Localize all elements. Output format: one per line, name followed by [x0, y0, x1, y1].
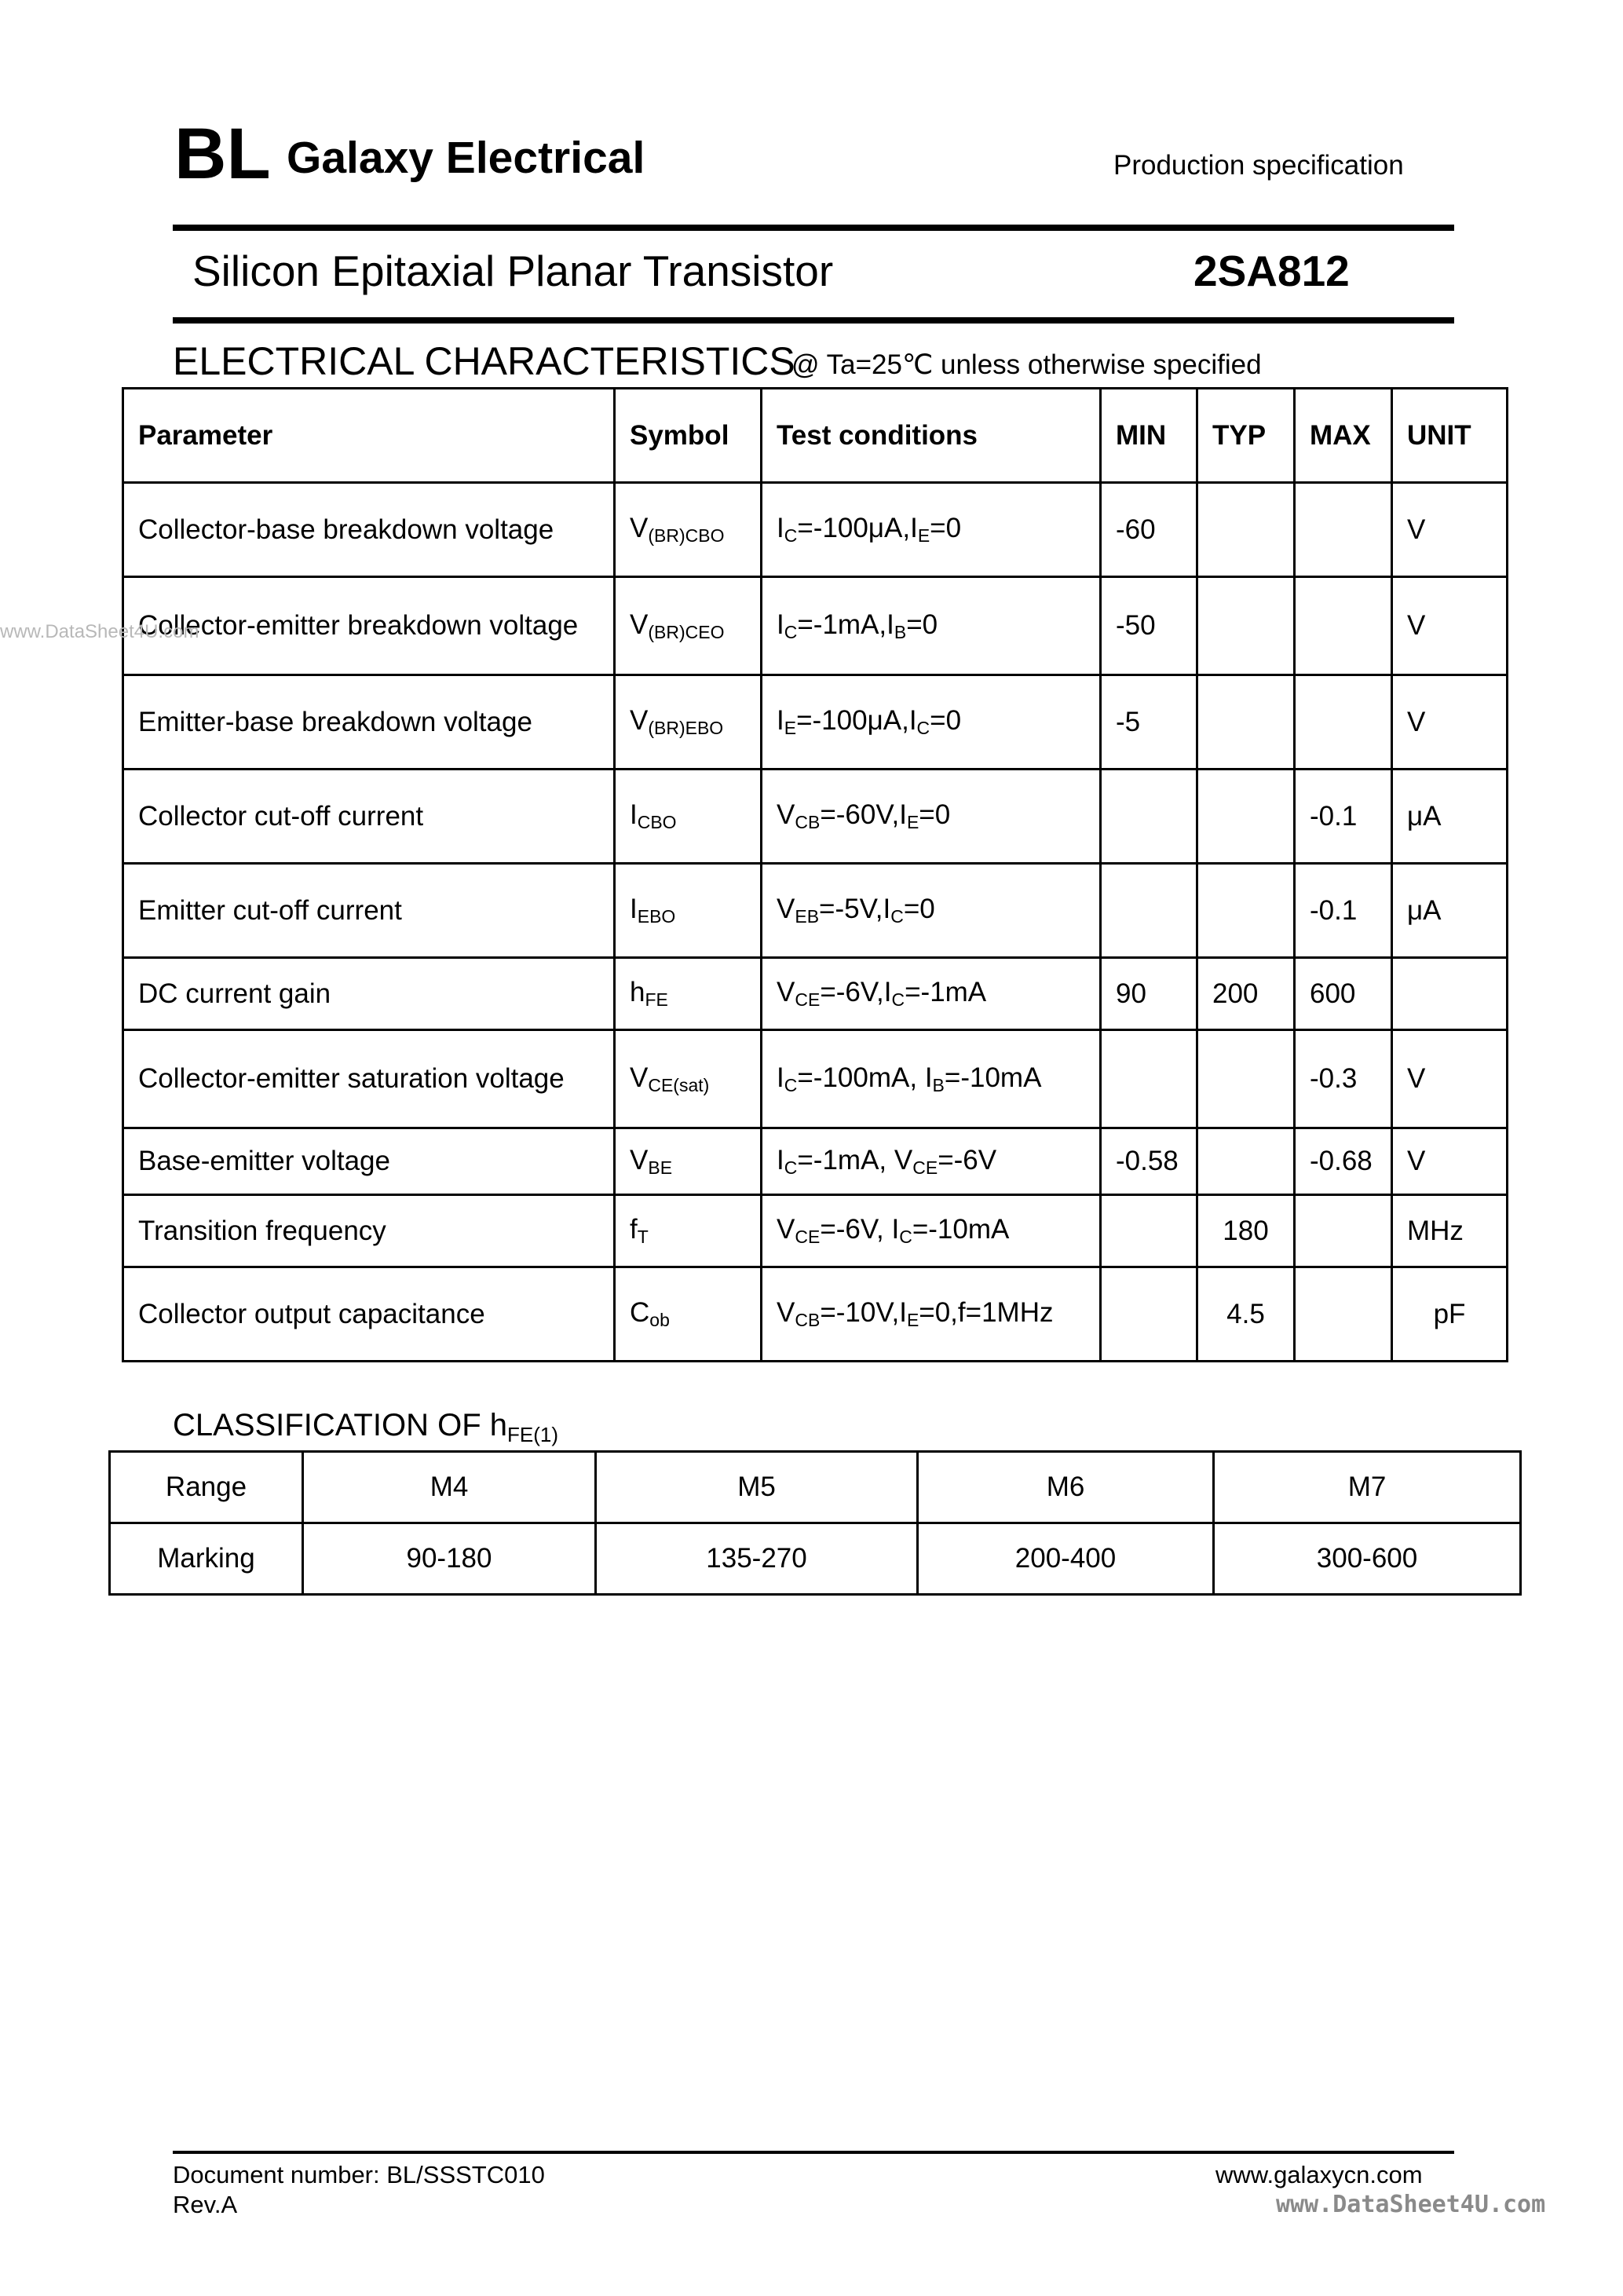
marking-cell: 200-400: [918, 1523, 1214, 1595]
typ-cell: 4.5: [1197, 1267, 1295, 1362]
max-cell: [1295, 577, 1392, 675]
parameter-cell: Collector-base breakdown voltage: [123, 483, 615, 577]
parameter-cell: Emitter cut-off current: [123, 864, 615, 958]
condition-var: I: [883, 977, 892, 1007]
marking-cell: 300-600: [1214, 1523, 1521, 1595]
header-rule-bottom: [173, 317, 1454, 324]
min-cell: -60: [1101, 483, 1197, 577]
range-label: Range: [110, 1452, 303, 1523]
symbol-main: f: [630, 1214, 638, 1245]
ec-section-title: ELECTRICAL CHARACTERISTICS: [173, 339, 795, 383]
condition-subscript: C: [784, 621, 798, 642]
condition-var: V: [777, 1214, 795, 1245]
range-row: [110, 1452, 1521, 1523]
classification-table: [108, 1450, 1522, 1596]
typ-cell: [1197, 1128, 1295, 1195]
symbol-subscript: CE(sat): [648, 1074, 710, 1095]
parameter-cell: Collector-emitter breakdown voltage: [123, 577, 615, 675]
symbol-subscript: T: [637, 1227, 649, 1247]
parameter-cell: Emitter-base breakdown voltage: [123, 675, 615, 770]
symbol-cell: [615, 1128, 762, 1195]
condition-subscript: CB: [795, 812, 821, 832]
condition-var: I: [891, 1214, 900, 1245]
symbol-main: I: [630, 799, 638, 830]
typ-cell: [1197, 1030, 1295, 1128]
condition-var: I: [777, 513, 784, 543]
symbol-cell: [615, 483, 762, 577]
condition-value: =-1mA: [905, 977, 987, 1007]
column-header: Test conditions: [762, 389, 1101, 483]
max-cell: 600: [1295, 958, 1392, 1030]
brand-logo-bl: BL: [174, 114, 271, 194]
condition-value: =0: [930, 513, 962, 543]
condition-subscript: C: [891, 989, 905, 1010]
symbol-main: I: [630, 894, 638, 924]
condition-value: =0: [906, 609, 938, 640]
symbol-subscript: EBO: [637, 906, 676, 927]
max-cell: [1295, 483, 1392, 577]
condition-value: =-10mA: [944, 1062, 1042, 1093]
typ-cell: [1197, 864, 1295, 958]
symbol-main: V: [630, 1144, 649, 1175]
column-header: Parameter: [123, 389, 615, 483]
max-cell: [1295, 1267, 1392, 1362]
condition-value: =-100mA,: [797, 1062, 925, 1093]
unit-cell: pF: [1392, 1267, 1508, 1362]
table-row: [123, 1267, 1508, 1362]
symbol-cell: [615, 1030, 762, 1128]
min-cell: -50: [1101, 577, 1197, 675]
condition-value: =-1mA,: [797, 609, 887, 640]
typ-cell: 200: [1197, 958, 1295, 1030]
typ-cell: [1197, 675, 1295, 770]
condition-value: =-10V,: [820, 1297, 900, 1328]
table-row: [123, 1195, 1508, 1267]
column-header: MIN: [1101, 389, 1197, 483]
condition-var: V: [777, 894, 795, 924]
condition-var: V: [777, 1297, 795, 1328]
condition-var: V: [894, 1144, 913, 1175]
typ-cell: [1197, 770, 1295, 864]
condition-var: I: [777, 609, 784, 640]
range-cell: M7: [1214, 1452, 1521, 1523]
condition-subscript: E: [917, 525, 930, 546]
symbol-cell: [615, 675, 762, 770]
condition-value: =-1mA,: [797, 1144, 894, 1175]
symbol-main: V: [630, 513, 649, 543]
condition-value: =-100μA,: [796, 705, 909, 736]
min-cell: [1101, 770, 1197, 864]
symbol-main: V: [630, 705, 649, 736]
parameter-cell: Collector output capacitance: [123, 1267, 615, 1362]
condition-value: =-6V: [938, 1144, 997, 1175]
condition-subscript: C: [784, 1074, 798, 1095]
condition-var: V: [777, 799, 795, 830]
unit-cell: μA: [1392, 770, 1508, 864]
condition-var: I: [777, 1144, 784, 1175]
condition-subscript: C: [890, 906, 904, 927]
column-header: UNIT: [1392, 389, 1508, 483]
marking-row: [110, 1523, 1521, 1595]
condition-cell: [762, 1195, 1101, 1267]
symbol-main: V: [630, 609, 649, 640]
condition-cell: [762, 1267, 1101, 1362]
condition-subscript: C: [916, 718, 930, 738]
footer-rule: [173, 2151, 1454, 2154]
electrical-characteristics-table: [122, 387, 1508, 1362]
condition-value: =-6V,: [820, 1214, 892, 1245]
table-row: [123, 483, 1508, 577]
condition-cell: [762, 675, 1101, 770]
condition-subscript: CB: [795, 1310, 821, 1330]
classification-title: [173, 1409, 558, 1445]
unit-cell: V: [1392, 1030, 1508, 1128]
parameter-cell: DC current gain: [123, 958, 615, 1030]
condition-value: =-60V,: [820, 799, 900, 830]
condition-cell: [762, 1128, 1101, 1195]
parameter-cell: Collector-emitter saturation voltage: [123, 1030, 615, 1128]
symbol-cell: [615, 577, 762, 675]
table-row: [123, 1128, 1508, 1195]
min-cell: [1101, 1030, 1197, 1128]
document-number: Document number: BL/SSSTC010: [173, 2161, 545, 2188]
column-header: Symbol: [615, 389, 762, 483]
unit-cell: V: [1392, 675, 1508, 770]
table-row: [123, 577, 1508, 675]
condition-cell: [762, 864, 1101, 958]
symbol-cell: [615, 958, 762, 1030]
typ-cell: 180: [1197, 1195, 1295, 1267]
symbol-subscript: CBO: [637, 812, 677, 832]
parameter-cell: Base-emitter voltage: [123, 1128, 615, 1195]
marking-cell: 90-180: [303, 1523, 596, 1595]
symbol-main: h: [630, 977, 645, 1007]
watermark-left: www.DataSheet4U.com: [0, 621, 199, 642]
condition-value: =-6V,: [820, 977, 884, 1007]
condition-subscript: E: [784, 718, 797, 738]
condition-var: I: [924, 1062, 933, 1093]
unit-cell: V: [1392, 577, 1508, 675]
condition-subscript: EB: [795, 906, 820, 927]
condition-var: I: [899, 1297, 907, 1328]
min-cell: [1101, 1195, 1197, 1267]
table-row: [123, 770, 1508, 864]
condition-subscript: C: [784, 525, 798, 546]
condition-cell: [762, 958, 1101, 1030]
condition-subscript: E: [906, 812, 919, 832]
condition-var: I: [777, 1062, 784, 1093]
unit-cell: μA: [1392, 864, 1508, 958]
header-rule-top: [173, 225, 1454, 231]
condition-subscript: C: [899, 1227, 912, 1247]
unit-cell: [1392, 958, 1508, 1030]
condition-cell: [762, 1030, 1101, 1128]
condition-var: I: [883, 894, 891, 924]
condition-var: I: [899, 799, 907, 830]
brand-name: Galaxy Electrical: [287, 133, 645, 183]
marking-label: Marking: [110, 1523, 303, 1595]
condition-subscript: CE: [912, 1157, 938, 1178]
table-header-row: [123, 389, 1508, 483]
range-cell: M5: [596, 1452, 918, 1523]
condition-cell: [762, 770, 1101, 864]
max-cell: -0.1: [1295, 770, 1392, 864]
symbol-cell: [615, 864, 762, 958]
website-link[interactable]: www.galaxycn.com: [1215, 2161, 1423, 2188]
condition-value: =-10mA: [912, 1214, 1010, 1245]
range-cell: M6: [918, 1452, 1214, 1523]
parameter-cell: Transition frequency: [123, 1195, 615, 1267]
condition-subscript: B: [894, 621, 907, 642]
table-row: [123, 864, 1508, 958]
symbol-cell: [615, 1267, 762, 1362]
condition-cell: [762, 577, 1101, 675]
symbol-subscript: ob: [649, 1310, 670, 1330]
symbol-subscript: FE: [645, 989, 668, 1010]
symbol-subscript: (BR)EBO: [648, 718, 724, 738]
table-row: [123, 958, 1508, 1030]
parameter-cell: Collector cut-off current: [123, 770, 615, 864]
condition-value: =0,f=1MHz: [919, 1297, 1054, 1328]
condition-subscript: CE: [795, 1227, 821, 1247]
typ-cell: [1197, 483, 1295, 577]
watermark-bottom-right: www.DataSheet4U.com: [1276, 2191, 1546, 2218]
max-cell: [1295, 1195, 1392, 1267]
symbol-subscript: (BR)CBO: [648, 525, 725, 546]
condition-cell: [762, 483, 1101, 577]
marking-cell: 135-270: [596, 1523, 918, 1595]
condition-value: =-100μA,: [797, 513, 911, 543]
symbol-cell: [615, 1195, 762, 1267]
max-cell: -0.1: [1295, 864, 1392, 958]
typ-cell: [1197, 577, 1295, 675]
max-cell: -0.3: [1295, 1030, 1392, 1128]
unit-cell: V: [1392, 1128, 1508, 1195]
condition-subscript: E: [906, 1310, 919, 1330]
symbol-cell: [615, 770, 762, 864]
table-row: [123, 675, 1508, 770]
condition-var: I: [886, 609, 894, 640]
classification-title-sub: FE(1): [507, 1423, 558, 1446]
ec-section-subtitle: @ Ta=25℃ unless otherwise specified: [791, 349, 1262, 380]
condition-var: I: [777, 705, 784, 736]
symbol-main: V: [630, 1062, 649, 1093]
condition-value: =0: [919, 799, 951, 830]
condition-subscript: C: [784, 1157, 798, 1178]
symbol-main: C: [630, 1297, 650, 1328]
symbol-subscript: BE: [648, 1157, 673, 1178]
condition-var: I: [910, 513, 918, 543]
condition-var: V: [777, 977, 795, 1007]
revision: Rev.A: [173, 2191, 238, 2218]
spec-type-label: Production specification: [1113, 150, 1404, 181]
max-cell: -0.68: [1295, 1128, 1392, 1195]
condition-value: =-5V,: [819, 894, 883, 924]
condition-value: =0: [930, 705, 962, 736]
condition-subscript: B: [932, 1074, 945, 1095]
condition-subscript: CE: [795, 989, 821, 1010]
range-cell: M4: [303, 1452, 596, 1523]
condition-value: =0: [903, 894, 935, 924]
min-cell: [1101, 1267, 1197, 1362]
symbol-subscript: (BR)CEO: [648, 621, 725, 642]
max-cell: [1295, 675, 1392, 770]
document-title: Silicon Epitaxial Planar Transistor: [192, 247, 834, 295]
column-header: TYP: [1197, 389, 1295, 483]
unit-cell: MHz: [1392, 1195, 1508, 1267]
unit-cell: V: [1392, 483, 1508, 577]
min-cell: -5: [1101, 675, 1197, 770]
min-cell: -0.58: [1101, 1128, 1197, 1195]
table-row: [123, 1030, 1508, 1128]
column-header: MAX: [1295, 389, 1392, 483]
min-cell: 90: [1101, 958, 1197, 1030]
classification-title-text: CLASSIFICATION OF h: [173, 1408, 507, 1442]
part-number: 2SA812: [1193, 247, 1350, 295]
condition-var: I: [908, 705, 917, 736]
min-cell: [1101, 864, 1197, 958]
